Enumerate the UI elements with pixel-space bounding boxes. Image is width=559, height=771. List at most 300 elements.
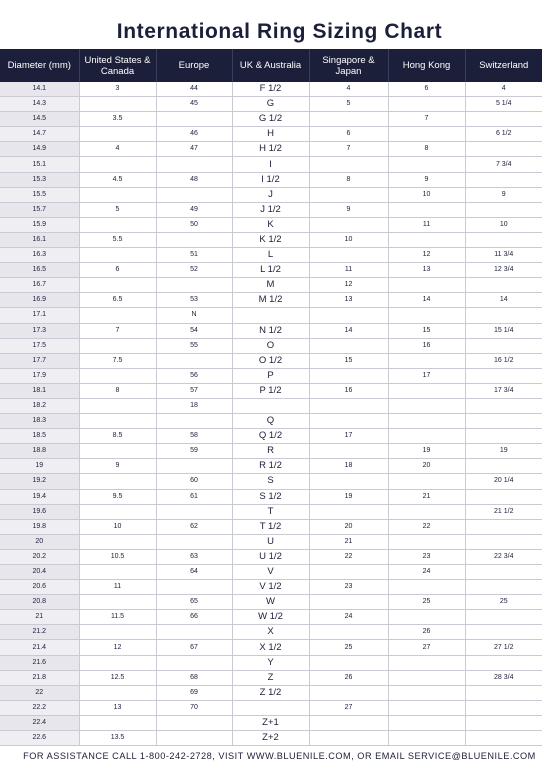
assistance-footer: FOR ASSISTANCE CALL 1-800-242-2728, VISIT WWW.BLUENILE.COM, OR EMAIL SERVICE@BLUENILE.COM	[23, 751, 536, 761]
cell-switzerland: 6 1/2	[465, 127, 542, 142]
cell-europe	[156, 112, 232, 127]
cell-uk-australia: K	[232, 217, 309, 232]
cell-hong-kong: 19	[388, 444, 465, 459]
table-row	[0, 519, 542, 534]
cell-singapore-japan: 12	[309, 278, 388, 293]
cell-hong-kong: 15	[388, 323, 465, 338]
cell-europe: 45	[156, 97, 232, 112]
cell-europe: 48	[156, 172, 232, 187]
table-row	[0, 444, 542, 459]
cell-uk-australia: G	[232, 97, 309, 112]
cell-diameter: 20	[0, 534, 79, 549]
cell-switzerland	[465, 610, 542, 625]
cell-singapore-japan	[309, 474, 388, 489]
cell-us-canada: 8	[79, 383, 156, 398]
cell-us-canada	[79, 368, 156, 383]
cell-us-canada: 13.5	[79, 731, 156, 746]
cell-hong-kong	[388, 278, 465, 293]
cell-uk-australia: J 1/2	[232, 202, 309, 217]
cell-diameter: 18.5	[0, 429, 79, 444]
cell-hong-kong	[388, 504, 465, 519]
cell-us-canada: 3.5	[79, 112, 156, 127]
cell-us-canada	[79, 97, 156, 112]
cell-singapore-japan	[309, 595, 388, 610]
column-header-uk-australia: UK & Australia	[232, 49, 309, 82]
table-row	[0, 414, 542, 429]
column-header-singapore-japan: Singapore & Japan	[309, 49, 388, 82]
cell-switzerland: 27 1/2	[465, 640, 542, 655]
cell-diameter: 19.2	[0, 474, 79, 489]
cell-europe	[156, 504, 232, 519]
table-row	[0, 338, 542, 353]
cell-us-canada: 11	[79, 580, 156, 595]
cell-us-canada: 11.5	[79, 610, 156, 625]
cell-uk-australia: U	[232, 534, 309, 549]
table-row	[0, 383, 542, 398]
cell-europe: 63	[156, 549, 232, 564]
cell-uk-australia: X	[232, 625, 309, 640]
cell-switzerland	[465, 414, 542, 429]
cell-singapore-japan: 14	[309, 323, 388, 338]
cell-switzerland: 19	[465, 444, 542, 459]
cell-hong-kong: 16	[388, 338, 465, 353]
cell-diameter: 21.4	[0, 640, 79, 655]
cell-singapore-japan: 6	[309, 127, 388, 142]
cell-europe	[156, 731, 232, 746]
cell-us-canada	[79, 565, 156, 580]
cell-diameter: 22.4	[0, 715, 79, 730]
cell-europe	[156, 625, 232, 640]
cell-singapore-japan	[309, 308, 388, 323]
table-row	[0, 232, 542, 247]
cell-singapore-japan	[309, 625, 388, 640]
cell-diameter: 19.6	[0, 504, 79, 519]
cell-switzerland	[465, 700, 542, 715]
cell-uk-australia: Z+1	[232, 715, 309, 730]
cell-diameter: 14.3	[0, 97, 79, 112]
column-header-diameter: Diameter (mm)	[0, 49, 79, 82]
cell-switzerland: 25	[465, 595, 542, 610]
cell-hong-kong	[388, 353, 465, 368]
table-row	[0, 489, 542, 504]
cell-singapore-japan	[309, 398, 388, 413]
table-row	[0, 157, 542, 172]
cell-switzerland	[465, 565, 542, 580]
cell-europe	[156, 414, 232, 429]
cell-diameter: 17.1	[0, 308, 79, 323]
table-row	[0, 142, 542, 157]
cell-hong-kong: 25	[388, 595, 465, 610]
cell-hong-kong: 17	[388, 368, 465, 383]
cell-diameter: 15.3	[0, 172, 79, 187]
cell-hong-kong: 7	[388, 112, 465, 127]
cell-diameter: 17.5	[0, 338, 79, 353]
cell-uk-australia: Y	[232, 655, 309, 670]
cell-europe: 47	[156, 142, 232, 157]
table-row	[0, 82, 542, 97]
cell-us-canada	[79, 127, 156, 142]
cell-hong-kong: 27	[388, 640, 465, 655]
table-row	[0, 278, 542, 293]
table-row	[0, 580, 542, 595]
cell-europe: 69	[156, 685, 232, 700]
cell-us-canada: 7.5	[79, 353, 156, 368]
cell-us-canada: 8.5	[79, 429, 156, 444]
cell-singapore-japan: 18	[309, 459, 388, 474]
cell-switzerland	[465, 398, 542, 413]
cell-europe: 61	[156, 489, 232, 504]
cell-uk-australia: X 1/2	[232, 640, 309, 655]
cell-switzerland: 4	[465, 82, 542, 97]
table-row	[0, 700, 542, 715]
cell-uk-australia	[232, 700, 309, 715]
cell-singapore-japan	[309, 504, 388, 519]
cell-singapore-japan: 21	[309, 534, 388, 549]
cell-uk-australia: K 1/2	[232, 232, 309, 247]
cell-uk-australia: P	[232, 368, 309, 383]
cell-switzerland	[465, 655, 542, 670]
cell-diameter: 17.9	[0, 368, 79, 383]
cell-singapore-japan	[309, 685, 388, 700]
column-header-us-canada: United States & Canada	[79, 49, 156, 82]
cell-europe	[156, 580, 232, 595]
cell-hong-kong	[388, 700, 465, 715]
cell-diameter: 19.8	[0, 519, 79, 534]
cell-uk-australia: F 1/2	[232, 82, 309, 97]
cell-uk-australia: P 1/2	[232, 383, 309, 398]
cell-singapore-japan: 11	[309, 263, 388, 278]
table-row	[0, 565, 542, 580]
cell-us-canada	[79, 474, 156, 489]
cell-switzerland	[465, 142, 542, 157]
table-body	[0, 82, 542, 746]
cell-uk-australia: W	[232, 595, 309, 610]
cell-europe	[156, 187, 232, 202]
cell-us-canada	[79, 534, 156, 549]
cell-europe: 46	[156, 127, 232, 142]
table-row	[0, 459, 542, 474]
cell-hong-kong: 23	[388, 549, 465, 564]
cell-singapore-japan	[309, 248, 388, 263]
cell-europe	[156, 353, 232, 368]
cell-singapore-japan: 5	[309, 97, 388, 112]
cell-hong-kong: 22	[388, 519, 465, 534]
cell-us-canada	[79, 595, 156, 610]
table-row	[0, 549, 542, 564]
cell-singapore-japan	[309, 655, 388, 670]
cell-uk-australia: T	[232, 504, 309, 519]
table-row	[0, 248, 542, 263]
cell-diameter: 14.5	[0, 112, 79, 127]
cell-europe	[156, 715, 232, 730]
table-row	[0, 308, 542, 323]
cell-hong-kong: 6	[388, 82, 465, 97]
cell-europe: 70	[156, 700, 232, 715]
cell-europe	[156, 534, 232, 549]
cell-hong-kong	[388, 232, 465, 247]
cell-us-canada: 6	[79, 263, 156, 278]
table-row	[0, 293, 542, 308]
cell-hong-kong	[388, 534, 465, 549]
cell-diameter: 15.9	[0, 217, 79, 232]
cell-diameter: 17.3	[0, 323, 79, 338]
cell-singapore-japan: 8	[309, 172, 388, 187]
cell-switzerland: 22 3/4	[465, 549, 542, 564]
cell-singapore-japan	[309, 715, 388, 730]
column-header-europe: Europe	[156, 49, 232, 82]
cell-europe: 52	[156, 263, 232, 278]
cell-switzerland	[465, 278, 542, 293]
cell-europe	[156, 655, 232, 670]
cell-uk-australia: N 1/2	[232, 323, 309, 338]
cell-diameter: 15.5	[0, 187, 79, 202]
table-row	[0, 625, 542, 640]
cell-singapore-japan	[309, 217, 388, 232]
cell-uk-australia: Z+2	[232, 731, 309, 746]
cell-hong-kong	[388, 127, 465, 142]
cell-singapore-japan: 13	[309, 293, 388, 308]
cell-us-canada	[79, 398, 156, 413]
cell-uk-australia: W 1/2	[232, 610, 309, 625]
table-row	[0, 127, 542, 142]
cell-diameter: 21.2	[0, 625, 79, 640]
cell-uk-australia: G 1/2	[232, 112, 309, 127]
cell-hong-kong	[388, 670, 465, 685]
cell-switzerland: 11 3/4	[465, 248, 542, 263]
table-row	[0, 715, 542, 730]
cell-hong-kong	[388, 308, 465, 323]
cell-uk-australia	[232, 398, 309, 413]
cell-switzerland: 17 3/4	[465, 383, 542, 398]
cell-diameter: 22.2	[0, 700, 79, 715]
cell-singapore-japan	[309, 157, 388, 172]
cell-diameter: 16.9	[0, 293, 79, 308]
cell-uk-australia: T 1/2	[232, 519, 309, 534]
page-title: International Ring Sizing Chart	[116, 20, 443, 43]
cell-uk-australia: V 1/2	[232, 580, 309, 595]
cell-us-canada: 9.5	[79, 489, 156, 504]
cell-diameter: 16.5	[0, 263, 79, 278]
table-row	[0, 429, 542, 444]
cell-europe	[156, 157, 232, 172]
table-row	[0, 97, 542, 112]
cell-uk-australia	[232, 308, 309, 323]
column-header-switzerland: Switzerland	[465, 49, 542, 82]
cell-switzerland: 20 1/4	[465, 474, 542, 489]
cell-singapore-japan	[309, 414, 388, 429]
cell-uk-australia: O	[232, 338, 309, 353]
cell-diameter: 14.9	[0, 142, 79, 157]
cell-diameter: 21.8	[0, 670, 79, 685]
cell-us-canada	[79, 444, 156, 459]
cell-us-canada: 12.5	[79, 670, 156, 685]
cell-europe: 62	[156, 519, 232, 534]
table-row	[0, 655, 542, 670]
cell-us-canada	[79, 414, 156, 429]
cell-hong-kong	[388, 157, 465, 172]
cell-singapore-japan: 10	[309, 232, 388, 247]
cell-singapore-japan: 22	[309, 549, 388, 564]
cell-europe: 18	[156, 398, 232, 413]
cell-switzerland: 21 1/2	[465, 504, 542, 519]
cell-us-canada	[79, 504, 156, 519]
cell-diameter: 20.6	[0, 580, 79, 595]
cell-hong-kong	[388, 398, 465, 413]
cell-diameter: 22	[0, 685, 79, 700]
cell-hong-kong	[388, 474, 465, 489]
cell-hong-kong: 10	[388, 187, 465, 202]
cell-us-canada	[79, 248, 156, 263]
cell-switzerland	[465, 338, 542, 353]
cell-switzerland: 16 1/2	[465, 353, 542, 368]
cell-switzerland: 7 3/4	[465, 157, 542, 172]
cell-hong-kong	[388, 202, 465, 217]
cell-singapore-japan: 26	[309, 670, 388, 685]
cell-uk-australia: S	[232, 474, 309, 489]
cell-europe: 65	[156, 595, 232, 610]
cell-switzerland: 28 3/4	[465, 670, 542, 685]
cell-hong-kong	[388, 580, 465, 595]
table-header-row	[0, 49, 542, 82]
cell-switzerland: 9	[465, 187, 542, 202]
cell-singapore-japan	[309, 112, 388, 127]
cell-uk-australia: H	[232, 127, 309, 142]
cell-switzerland	[465, 172, 542, 187]
cell-singapore-japan: 4	[309, 82, 388, 97]
cell-hong-kong	[388, 655, 465, 670]
cell-diameter: 16.1	[0, 232, 79, 247]
cell-uk-australia: Q 1/2	[232, 429, 309, 444]
cell-singapore-japan: 16	[309, 383, 388, 398]
cell-diameter: 14.7	[0, 127, 79, 142]
cell-us-canada: 13	[79, 700, 156, 715]
cell-switzerland	[465, 715, 542, 730]
cell-us-canada: 7	[79, 323, 156, 338]
cell-europe: 49	[156, 202, 232, 217]
cell-europe: 53	[156, 293, 232, 308]
cell-europe: 57	[156, 383, 232, 398]
cell-diameter: 18.1	[0, 383, 79, 398]
cell-europe: 44	[156, 82, 232, 97]
cell-switzerland	[465, 519, 542, 534]
cell-hong-kong: 24	[388, 565, 465, 580]
table-row	[0, 202, 542, 217]
cell-uk-australia: J	[232, 187, 309, 202]
table-row	[0, 731, 542, 746]
table-row	[0, 504, 542, 519]
cell-switzerland	[465, 685, 542, 700]
cell-diameter: 16.7	[0, 278, 79, 293]
cell-switzerland	[465, 232, 542, 247]
cell-switzerland	[465, 459, 542, 474]
cell-us-canada: 4	[79, 142, 156, 157]
cell-uk-australia: Q	[232, 414, 309, 429]
table-row	[0, 474, 542, 489]
cell-us-canada	[79, 338, 156, 353]
cell-us-canada: 9	[79, 459, 156, 474]
cell-singapore-japan: 24	[309, 610, 388, 625]
cell-us-canada	[79, 685, 156, 700]
cell-uk-australia: Z	[232, 670, 309, 685]
cell-diameter: 20.8	[0, 595, 79, 610]
cell-us-canada	[79, 217, 156, 232]
cell-singapore-japan	[309, 565, 388, 580]
cell-us-canada	[79, 625, 156, 640]
cell-diameter: 20.4	[0, 565, 79, 580]
cell-switzerland	[465, 429, 542, 444]
cell-switzerland	[465, 580, 542, 595]
cell-hong-kong: 12	[388, 248, 465, 263]
cell-singapore-japan	[309, 731, 388, 746]
cell-hong-kong	[388, 731, 465, 746]
cell-uk-australia: U 1/2	[232, 549, 309, 564]
cell-diameter: 16.3	[0, 248, 79, 263]
table-row	[0, 640, 542, 655]
table-row	[0, 353, 542, 368]
cell-switzerland	[465, 308, 542, 323]
cell-uk-australia: R 1/2	[232, 459, 309, 474]
table-row	[0, 323, 542, 338]
table-row	[0, 263, 542, 278]
cell-hong-kong	[388, 685, 465, 700]
cell-diameter: 15.7	[0, 202, 79, 217]
cell-europe: 58	[156, 429, 232, 444]
cell-singapore-japan	[309, 338, 388, 353]
cell-hong-kong	[388, 97, 465, 112]
cell-hong-kong: 26	[388, 625, 465, 640]
cell-switzerland	[465, 202, 542, 217]
cell-uk-australia: H 1/2	[232, 142, 309, 157]
cell-us-canada: 4.5	[79, 172, 156, 187]
cell-singapore-japan: 20	[309, 519, 388, 534]
cell-europe: 59	[156, 444, 232, 459]
cell-europe	[156, 459, 232, 474]
cell-us-canada	[79, 187, 156, 202]
cell-diameter: 17.7	[0, 353, 79, 368]
column-header-hong-kong: Hong Kong	[388, 49, 465, 82]
cell-us-canada	[79, 308, 156, 323]
cell-diameter: 18.8	[0, 444, 79, 459]
cell-diameter: 21	[0, 610, 79, 625]
cell-uk-australia: R	[232, 444, 309, 459]
cell-singapore-japan	[309, 187, 388, 202]
cell-switzerland: 12 3/4	[465, 263, 542, 278]
cell-hong-kong	[388, 610, 465, 625]
cell-switzerland	[465, 489, 542, 504]
cell-switzerland: 5 1/4	[465, 97, 542, 112]
cell-diameter: 14.1	[0, 82, 79, 97]
cell-us-canada: 6.5	[79, 293, 156, 308]
table-row	[0, 595, 542, 610]
cell-europe: 56	[156, 368, 232, 383]
cell-hong-kong: 21	[388, 489, 465, 504]
cell-uk-australia: M 1/2	[232, 293, 309, 308]
cell-europe: 67	[156, 640, 232, 655]
cell-uk-australia: I	[232, 157, 309, 172]
cell-europe: 68	[156, 670, 232, 685]
cell-hong-kong: 14	[388, 293, 465, 308]
cell-us-canada: 10.5	[79, 549, 156, 564]
cell-uk-australia: I 1/2	[232, 172, 309, 187]
cell-uk-australia: L	[232, 248, 309, 263]
cell-uk-australia: V	[232, 565, 309, 580]
table-row	[0, 670, 542, 685]
cell-switzerland: 14	[465, 293, 542, 308]
cell-us-canada: 3	[79, 82, 156, 97]
cell-uk-australia: M	[232, 278, 309, 293]
cell-singapore-japan: 17	[309, 429, 388, 444]
cell-us-canada: 5.5	[79, 232, 156, 247]
